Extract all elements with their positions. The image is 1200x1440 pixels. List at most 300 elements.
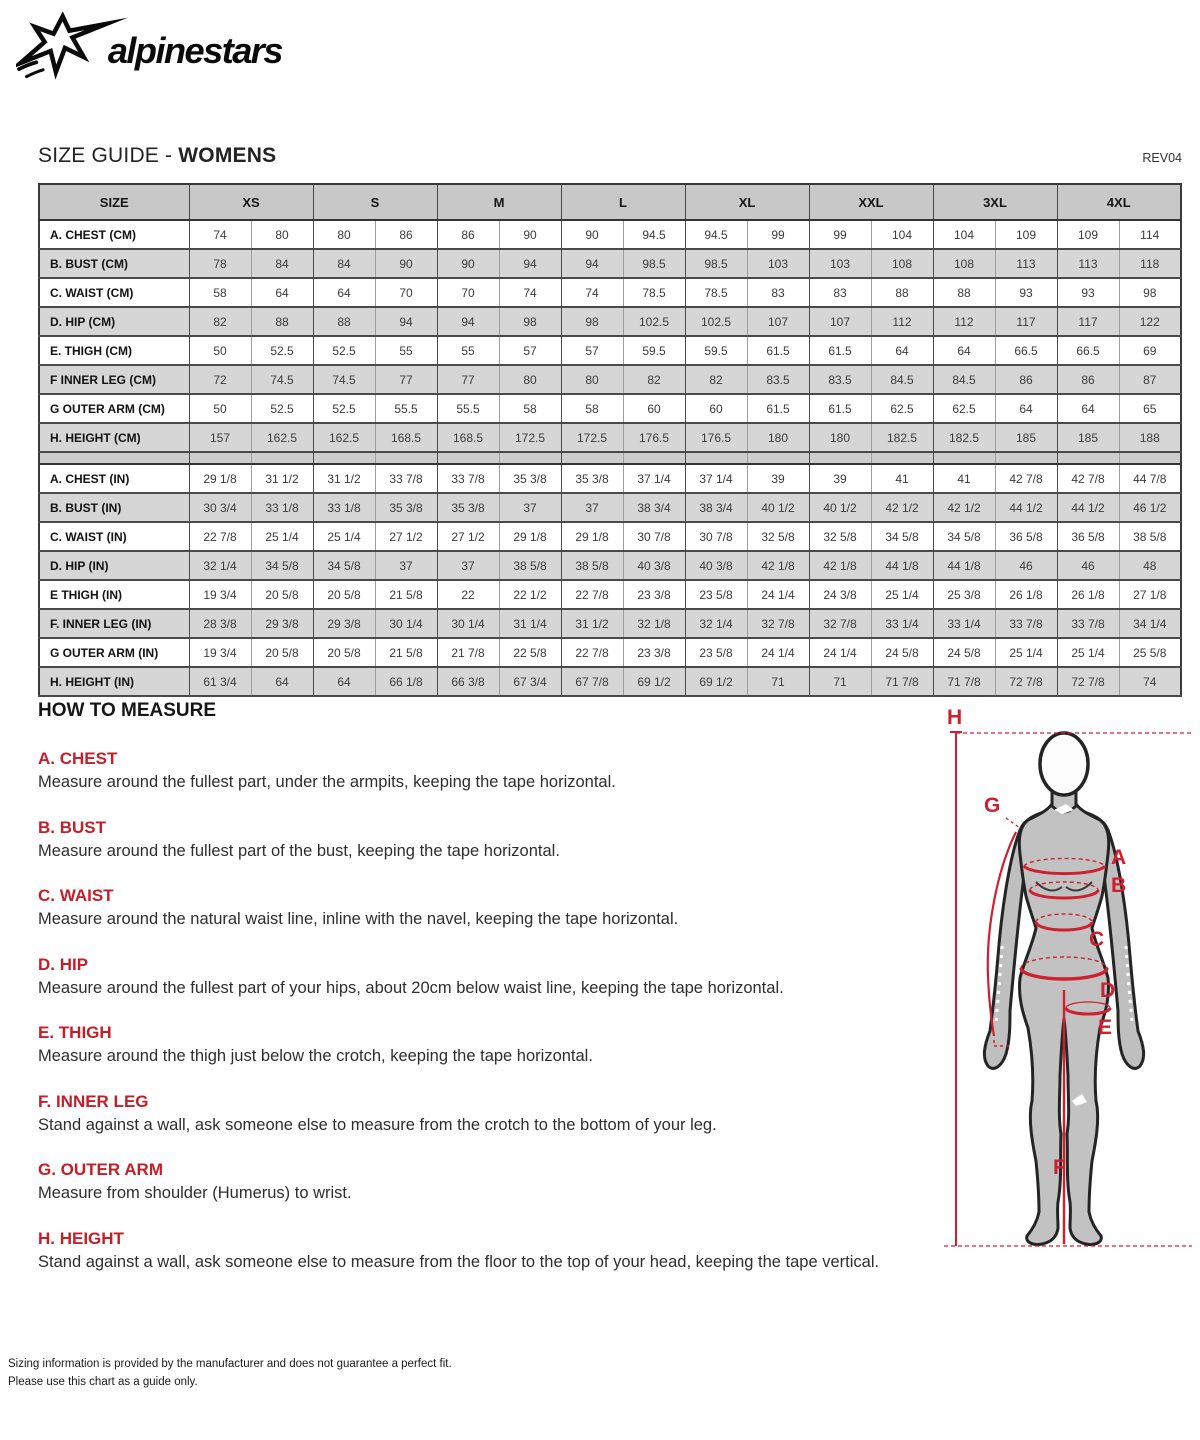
size-cell: 26 1/8 [1057, 580, 1119, 609]
measure-item-text: Stand against a wall, ask someone else to measure from the crotch to the bottom of your leg. [38, 1115, 717, 1134]
size-cell: 59.5 [685, 336, 747, 365]
measure-item-label: H. HEIGHT [38, 1228, 124, 1248]
measure-item-label: B. BUST [38, 817, 106, 837]
size-cell: 24 3/8 [809, 580, 871, 609]
size-cell: 176.5 [685, 423, 747, 452]
size-cell: 113 [995, 249, 1057, 278]
size-cell: 82 [189, 307, 251, 336]
size-cell: 122 [1119, 307, 1181, 336]
size-cell: 64 [313, 278, 375, 307]
table-row [39, 220, 1181, 249]
size-cell: 41 [933, 464, 995, 493]
size-cell: 27 1/8 [1119, 580, 1181, 609]
size-cell: 82 [623, 365, 685, 394]
size-cell: 86 [1057, 365, 1119, 394]
size-cell: 32 5/8 [747, 522, 809, 551]
size-cell: 33 1/4 [871, 609, 933, 638]
size-cell: 94 [437, 307, 499, 336]
size-cell: 60 [623, 394, 685, 423]
how-to-measure-title: HOW TO MEASURE [38, 700, 217, 721]
size-cell: 42 1/8 [809, 551, 871, 580]
row-label: G OUTER ARM (CM) [39, 394, 189, 423]
page-title-prefix: SIZE GUIDE - [38, 144, 179, 167]
size-cell: 35 3/8 [375, 493, 437, 522]
size-cell: 25 3/8 [933, 580, 995, 609]
size-cell: 42 1/2 [871, 493, 933, 522]
size-cell: 176.5 [623, 423, 685, 452]
measure-item-text: Measure around the fullest part of your hips, about 20cm below waist line, keeping the tape horizontal. [38, 978, 784, 997]
size-cell: 185 [1057, 423, 1119, 452]
size-cell: 24 5/8 [871, 638, 933, 667]
size-cell: 64 [251, 667, 313, 696]
size-cell: 44 1/2 [1057, 493, 1119, 522]
footer-line-2: Please use this chart as a guide only. [8, 1375, 198, 1388]
size-header-3xl: 3XL [933, 184, 1057, 220]
size-cell: 112 [933, 307, 995, 336]
measure-item-text: Stand against a wall, ask someone else to measure from the floor to the top of your head, keeping the tape vertical. [38, 1252, 880, 1271]
measure-item-label: C. WAIST [38, 886, 114, 906]
size-cell: 102.5 [623, 307, 685, 336]
size-cell: 61.5 [747, 336, 809, 365]
how-to-measure-section [38, 700, 918, 1296]
size-cell: 114 [1119, 220, 1181, 249]
size-cell: 55.5 [437, 394, 499, 423]
size-cell: 72 [189, 365, 251, 394]
size-cell: 22 1/2 [499, 580, 561, 609]
size-cell: 40 3/8 [685, 551, 747, 580]
size-cell: 35 3/8 [561, 464, 623, 493]
size-cell: 33 7/8 [995, 609, 1057, 638]
size-cell: 90 [561, 220, 623, 249]
size-cell: 180 [809, 423, 871, 452]
size-cell: 31 1/4 [499, 609, 561, 638]
measure-item-text: Measure around the thigh just below the crotch, keeping the tape horizontal. [38, 1047, 593, 1066]
table-row [39, 551, 1181, 580]
size-cell: 104 [933, 220, 995, 249]
size-cell: 44 1/8 [933, 551, 995, 580]
size-cell: 32 1/8 [623, 609, 685, 638]
size-cell: 74.5 [313, 365, 375, 394]
size-cell: 66.5 [995, 336, 1057, 365]
row-label: H. HEIGHT (IN) [39, 667, 189, 696]
size-cell: 34 1/4 [1119, 609, 1181, 638]
size-cell: 72 7/8 [995, 667, 1057, 696]
table-header-row [39, 184, 1181, 220]
diagram-label-b: B [1111, 874, 1127, 897]
size-cell: 25 1/4 [1057, 638, 1119, 667]
size-cell: 70 [375, 278, 437, 307]
size-cell: 33 7/8 [375, 464, 437, 493]
table-row [39, 638, 1181, 667]
size-cell: 65 [1119, 394, 1181, 423]
alpinestars-wordmark: alpinestars [107, 30, 282, 72]
size-cell: 80 [251, 220, 313, 249]
size-cell: 40 3/8 [623, 551, 685, 580]
size-cell: 172.5 [499, 423, 561, 452]
size-cell: 57 [561, 336, 623, 365]
diagram-label-e: E [1098, 1016, 1113, 1039]
measure-item-text: Measure around the natural waist line, inline with the navel, keeping the tape horizontal. [38, 910, 679, 929]
row-label: B. BUST (CM) [39, 249, 189, 278]
table-row [39, 249, 1181, 278]
size-cell: 26 1/8 [995, 580, 1057, 609]
size-cell: 74 [1119, 667, 1181, 696]
measure-item-waist [38, 885, 918, 931]
size-cell: 84 [251, 249, 313, 278]
size-cell: 25 1/4 [313, 522, 375, 551]
alpinestars-logo [16, 8, 302, 93]
size-cell: 98 [1119, 278, 1181, 307]
row-label: B. BUST (IN) [39, 493, 189, 522]
size-header-m: M [437, 184, 561, 220]
size-cell: 88 [933, 278, 995, 307]
size-cell: 37 [437, 551, 499, 580]
size-cell: 23 3/8 [623, 580, 685, 609]
size-cell: 52.5 [313, 394, 375, 423]
size-cell: 94.5 [685, 220, 747, 249]
size-cell: 94 [561, 249, 623, 278]
measure-item-chest [38, 748, 918, 794]
diagram-label-c: C [1089, 928, 1105, 951]
size-cell: 64 [933, 336, 995, 365]
size-cell: 66 1/8 [375, 667, 437, 696]
table-row [39, 307, 1181, 336]
revision-label: REV04 [1142, 151, 1182, 165]
size-header-xxl: XXL [809, 184, 933, 220]
size-cell: 21 7/8 [437, 638, 499, 667]
size-cell: 21 5/8 [375, 638, 437, 667]
size-cell: 50 [189, 336, 251, 365]
size-cell: 20 5/8 [251, 580, 313, 609]
size-cell: 80 [313, 220, 375, 249]
diagram-label-a: A [1111, 846, 1127, 869]
page-title [38, 144, 276, 168]
size-cell: 72 7/8 [1057, 667, 1119, 696]
size-cell: 25 1/4 [871, 580, 933, 609]
row-label: C. WAIST (IN) [39, 522, 189, 551]
size-cell: 69 [1119, 336, 1181, 365]
diagram-label-f: F [1053, 1156, 1066, 1179]
row-label: A. CHEST (IN) [39, 464, 189, 493]
size-cell: 50 [189, 394, 251, 423]
size-cell: 93 [995, 278, 1057, 307]
size-cell: 42 1/2 [933, 493, 995, 522]
size-cell: 38 5/8 [561, 551, 623, 580]
size-cell: 37 [561, 493, 623, 522]
size-cell: 98.5 [685, 249, 747, 278]
size-cell: 30 1/4 [437, 609, 499, 638]
row-label: D. HIP (CM) [39, 307, 189, 336]
size-cell: 32 5/8 [809, 522, 871, 551]
size-cell: 55 [437, 336, 499, 365]
size-cell: 78.5 [623, 278, 685, 307]
table-row [39, 394, 1181, 423]
size-cell: 24 5/8 [933, 638, 995, 667]
size-cell: 33 1/4 [933, 609, 995, 638]
size-cell: 36 5/8 [995, 522, 1057, 551]
size-cell: 61.5 [809, 336, 871, 365]
size-cell: 109 [995, 220, 1057, 249]
size-cell: 37 [375, 551, 437, 580]
size-cell: 168.5 [375, 423, 437, 452]
page-title-gender: WOMENS [178, 144, 277, 167]
size-cell: 32 7/8 [809, 609, 871, 638]
row-label: G OUTER ARM (IN) [39, 638, 189, 667]
size-cell: 34 5/8 [933, 522, 995, 551]
size-cell: 22 7/8 [561, 580, 623, 609]
size-cell: 22 5/8 [499, 638, 561, 667]
size-cell: 107 [809, 307, 871, 336]
size-cell: 31 1/2 [561, 609, 623, 638]
table-row [39, 278, 1181, 307]
measure-item-height [38, 1228, 918, 1274]
measure-item-label: E. THIGH [38, 1023, 112, 1043]
size-cell: 84.5 [871, 365, 933, 394]
size-cell: 31 1/2 [313, 464, 375, 493]
size-cell: 58 [561, 394, 623, 423]
alpinestars-star-icon [19, 16, 106, 76]
size-cell: 88 [313, 307, 375, 336]
diagram-label-g: G [984, 794, 1001, 817]
size-cell: 31 1/2 [251, 464, 313, 493]
size-cell: 103 [747, 249, 809, 278]
size-cell: 55.5 [375, 394, 437, 423]
size-cell: 88 [251, 307, 313, 336]
size-cell: 22 [437, 580, 499, 609]
row-label: F INNER LEG (CM) [39, 365, 189, 394]
size-cell: 36 5/8 [1057, 522, 1119, 551]
size-cell: 64 [871, 336, 933, 365]
size-cell: 117 [995, 307, 1057, 336]
size-cell: 30 7/8 [685, 522, 747, 551]
size-cell: 29 1/8 [561, 522, 623, 551]
size-cell: 25 5/8 [1119, 638, 1181, 667]
size-cell: 19 3/4 [189, 638, 251, 667]
measure-item-thigh [38, 1022, 918, 1068]
size-cell: 33 7/8 [437, 464, 499, 493]
table-row [39, 609, 1181, 638]
size-cell: 86 [375, 220, 437, 249]
size-cell: 78.5 [685, 278, 747, 307]
size-cell: 172.5 [561, 423, 623, 452]
size-cell: 99 [809, 220, 871, 249]
diagram-label-d: D [1100, 979, 1116, 1002]
size-cell: 71 7/8 [933, 667, 995, 696]
size-cell: 27 1/2 [437, 522, 499, 551]
size-cell: 57 [499, 336, 561, 365]
size-cell: 86 [437, 220, 499, 249]
size-header-xs: XS [189, 184, 313, 220]
size-cell: 33 7/8 [1057, 609, 1119, 638]
size-cell: 44 1/2 [995, 493, 1057, 522]
size-cell: 77 [437, 365, 499, 394]
size-cell: 32 7/8 [747, 609, 809, 638]
row-label: C. WAIST (CM) [39, 278, 189, 307]
measure-item-label: D. HIP [38, 954, 89, 974]
size-cell: 180 [747, 423, 809, 452]
size-cell: 90 [375, 249, 437, 278]
section-separator-row [39, 452, 1181, 464]
size-cell: 108 [871, 249, 933, 278]
size-cell: 52.5 [251, 394, 313, 423]
size-cell: 69 1/2 [623, 667, 685, 696]
size-cell: 32 1/4 [685, 609, 747, 638]
size-cell: 94 [499, 249, 561, 278]
size-cell: 99 [747, 220, 809, 249]
size-cell: 83 [809, 278, 871, 307]
size-cell: 24 1/4 [747, 638, 809, 667]
size-cell: 30 3/4 [189, 493, 251, 522]
size-cell: 83.5 [809, 365, 871, 394]
measure-item-label: G. OUTER ARM [38, 1160, 163, 1180]
footer-disclaimer [8, 1356, 452, 1392]
body-measurement-figure [942, 706, 1194, 1276]
footer-line-1: Sizing information is provided by the manufacturer and does not guarantee a perfect fit. [8, 1358, 452, 1370]
table-row [39, 522, 1181, 551]
size-cell: 40 1/2 [809, 493, 871, 522]
size-cell: 44 1/8 [871, 551, 933, 580]
size-cell: 23 5/8 [685, 580, 747, 609]
size-cell: 39 [809, 464, 871, 493]
size-cell: 103 [809, 249, 871, 278]
size-cell: 70 [437, 278, 499, 307]
size-cell: 162.5 [251, 423, 313, 452]
size-cell: 23 3/8 [623, 638, 685, 667]
size-cell: 37 1/4 [623, 464, 685, 493]
size-cell: 33 1/8 [313, 493, 375, 522]
size-cell: 162.5 [313, 423, 375, 452]
size-cell: 157 [189, 423, 251, 452]
size-cell: 29 3/8 [313, 609, 375, 638]
row-label: F. INNER LEG (IN) [39, 609, 189, 638]
measure-item-hip [38, 954, 918, 1000]
size-header-4xl: 4XL [1057, 184, 1181, 220]
size-cell: 83.5 [747, 365, 809, 394]
size-cell: 61.5 [809, 394, 871, 423]
size-cell: 104 [871, 220, 933, 249]
size-cell: 29 1/8 [499, 522, 561, 551]
size-cell: 117 [1057, 307, 1119, 336]
size-cell: 66.5 [1057, 336, 1119, 365]
size-cell: 24 1/4 [747, 580, 809, 609]
size-cell: 64 [1057, 394, 1119, 423]
size-cell: 188 [1119, 423, 1181, 452]
size-cell: 30 7/8 [623, 522, 685, 551]
size-cell: 168.5 [437, 423, 499, 452]
size-cell: 71 7/8 [871, 667, 933, 696]
size-cell: 37 [499, 493, 561, 522]
size-cell: 22 7/8 [189, 522, 251, 551]
size-cell: 35 3/8 [437, 493, 499, 522]
size-cell: 35 3/8 [499, 464, 561, 493]
size-cell: 38 3/4 [685, 493, 747, 522]
size-cell: 34 5/8 [313, 551, 375, 580]
size-cell: 58 [189, 278, 251, 307]
size-cell: 64 [251, 278, 313, 307]
size-cell: 23 5/8 [685, 638, 747, 667]
row-label: E. THIGH (CM) [39, 336, 189, 365]
size-cell: 64 [995, 394, 1057, 423]
measure-item-bust [38, 817, 918, 863]
row-label: D. HIP (IN) [39, 551, 189, 580]
size-cell: 37 1/4 [685, 464, 747, 493]
size-cell: 90 [437, 249, 499, 278]
size-cell: 71 [747, 667, 809, 696]
size-cell: 185 [995, 423, 1057, 452]
alpinestars-logo-graphic [16, 8, 302, 88]
size-cell: 66 3/8 [437, 667, 499, 696]
size-cell: 62.5 [871, 394, 933, 423]
size-cell: 84.5 [933, 365, 995, 394]
size-cell: 90 [499, 220, 561, 249]
size-cell: 98 [561, 307, 623, 336]
table-row [39, 464, 1181, 493]
size-cell: 80 [561, 365, 623, 394]
size-cell: 25 1/4 [251, 522, 313, 551]
size-table [38, 183, 1182, 697]
measurement-diagram [942, 706, 1194, 1276]
size-cell: 67 7/8 [561, 667, 623, 696]
measure-item-label: F. INNER LEG [38, 1091, 149, 1111]
table-row [39, 493, 1181, 522]
row-label: E THIGH (IN) [39, 580, 189, 609]
measure-item-text: Measure around the fullest part, under the armpits, keeping the tape horizontal. [38, 773, 616, 792]
size-cell: 38 5/8 [1119, 522, 1181, 551]
size-cell: 78 [189, 249, 251, 278]
size-cell: 52.5 [313, 336, 375, 365]
table-row [39, 336, 1181, 365]
size-cell: 84 [313, 249, 375, 278]
size-cell: 108 [933, 249, 995, 278]
size-cell: 80 [499, 365, 561, 394]
title-row [38, 144, 1182, 168]
figure-head [1040, 733, 1088, 795]
table-row [39, 580, 1181, 609]
table-row [39, 423, 1181, 452]
size-cell: 27 1/2 [375, 522, 437, 551]
size-cell: 74 [189, 220, 251, 249]
size-cell: 24 1/4 [809, 638, 871, 667]
size-cell: 69 1/2 [685, 667, 747, 696]
size-cell: 20 5/8 [313, 638, 375, 667]
size-cell: 19 3/4 [189, 580, 251, 609]
size-cell: 46 [995, 551, 1057, 580]
size-cell: 94.5 [623, 220, 685, 249]
size-cell: 61.5 [747, 394, 809, 423]
size-cell: 32 1/4 [189, 551, 251, 580]
size-cell: 87 [1119, 365, 1181, 394]
size-cell: 46 [1057, 551, 1119, 580]
size-cell: 40 1/2 [747, 493, 809, 522]
size-cell: 98 [499, 307, 561, 336]
table-row [39, 365, 1181, 394]
size-cell: 28 3/8 [189, 609, 251, 638]
size-cell: 58 [499, 394, 561, 423]
size-cell: 71 [809, 667, 871, 696]
size-cell: 74 [499, 278, 561, 307]
size-cell: 34 5/8 [251, 551, 313, 580]
size-cell: 42 7/8 [995, 464, 1057, 493]
measure-item-text: Measure around the fullest part of the bust, keeping the tape horizontal. [38, 841, 560, 860]
size-cell: 62.5 [933, 394, 995, 423]
size-cell: 21 5/8 [375, 580, 437, 609]
size-cell: 34 5/8 [871, 522, 933, 551]
size-cell: 30 1/4 [375, 609, 437, 638]
size-cell: 113 [1057, 249, 1119, 278]
size-cell: 82 [685, 365, 747, 394]
size-cell: 112 [871, 307, 933, 336]
size-cell: 60 [685, 394, 747, 423]
